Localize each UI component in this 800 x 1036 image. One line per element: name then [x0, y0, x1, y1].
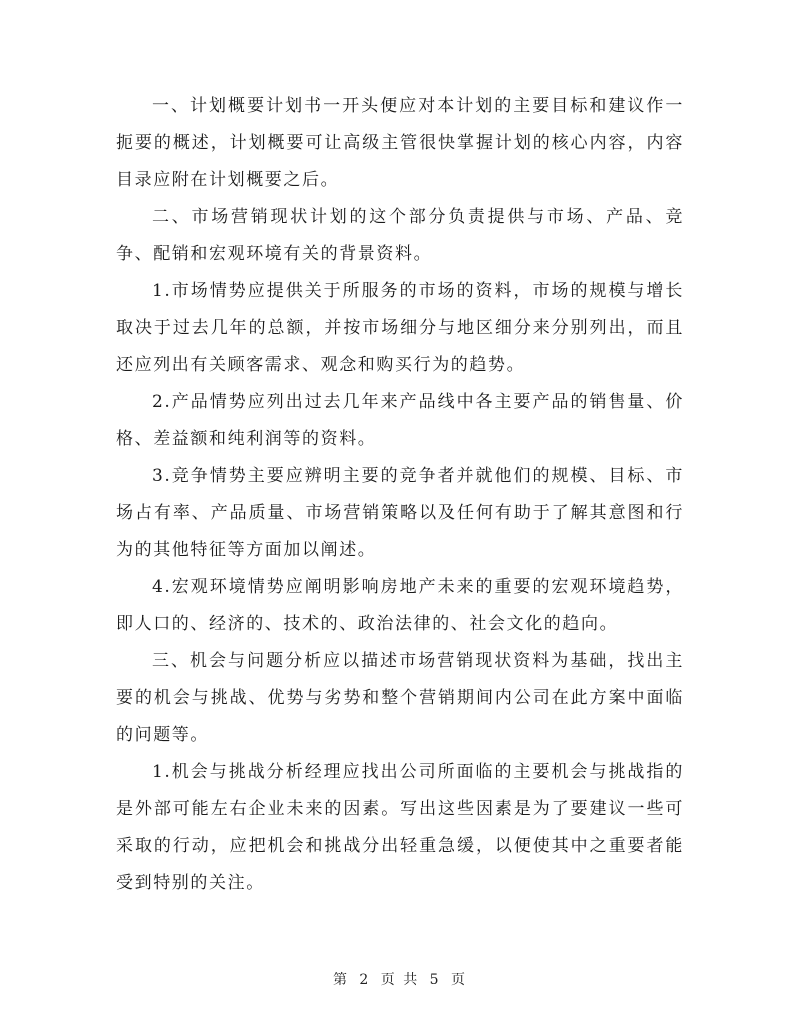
- footer-total-pages: 5: [429, 972, 441, 988]
- footer-middle: 页 共: [380, 972, 420, 988]
- footer-current-page: 2: [359, 972, 371, 988]
- paragraph-competition-situation: 3.竞争情势主要应辨明主要的竞争者并就他们的规模、目标、市场占有率、产品质量、市场营销策略以及任何有助于了解其意图和行为的其他特征等方面加以阐述。: [116, 466, 684, 560]
- paragraph-plan-summary: 一、计划概要计划书一开头便应对本计划的主要目标和建议作一扼要的概述，计划概要可让高级主管很快掌握计划的核心内容，内容目录应附在计划概要之后。: [116, 96, 684, 190]
- footer-suffix: 页: [451, 972, 468, 988]
- paragraph-product-situation: 2.产品情势应列出过去几年来产品线中各主要产品的销售量、价格、差益额和纯利润等的资料。: [116, 392, 684, 449]
- paragraph-marketing-status: 二、市场营销现状计划的这个部分负责提供与市场、产品、竞争、配销和宏观环境有关的背景资料。: [116, 207, 684, 264]
- paragraph-market-situation: 1.市场情势应提供关于所服务的市场的资料，市场的规模与增长取决于过去几年的总额，并按市场细分与地区细分来分别列出，而且还应列出有关顾客需求、观念和购买行为的趋势。: [116, 281, 684, 375]
- document-body: [116, 88, 684, 902]
- page-number-footer: [0, 969, 800, 989]
- footer-prefix: 第: [332, 972, 349, 988]
- paragraph-opportunity-challenge: 1.机会与挑战分析经理应找出公司所面临的主要机会与挑战指的是外部可能左右企业未来的因素。写出这些因素是为了要建议一些可采取的行动，应把机会和挑战分出轻重急缓，以便使其中之重要者能受到特别的关注。: [116, 762, 684, 893]
- paragraph-opportunity-analysis: 三、机会与问题分析应以描述市场营销现状资料为基础，找出主要的机会与挑战、优势与劣势和整个营销期间内公司在此方案中面临的问题等。: [116, 651, 684, 745]
- paragraph-macro-environment: 4.宏观环境情势应阐明影响房地产未来的重要的宏观环境趋势，即人口的、经济的、技术的、政治法律的、社会文化的趋向。: [116, 577, 684, 634]
